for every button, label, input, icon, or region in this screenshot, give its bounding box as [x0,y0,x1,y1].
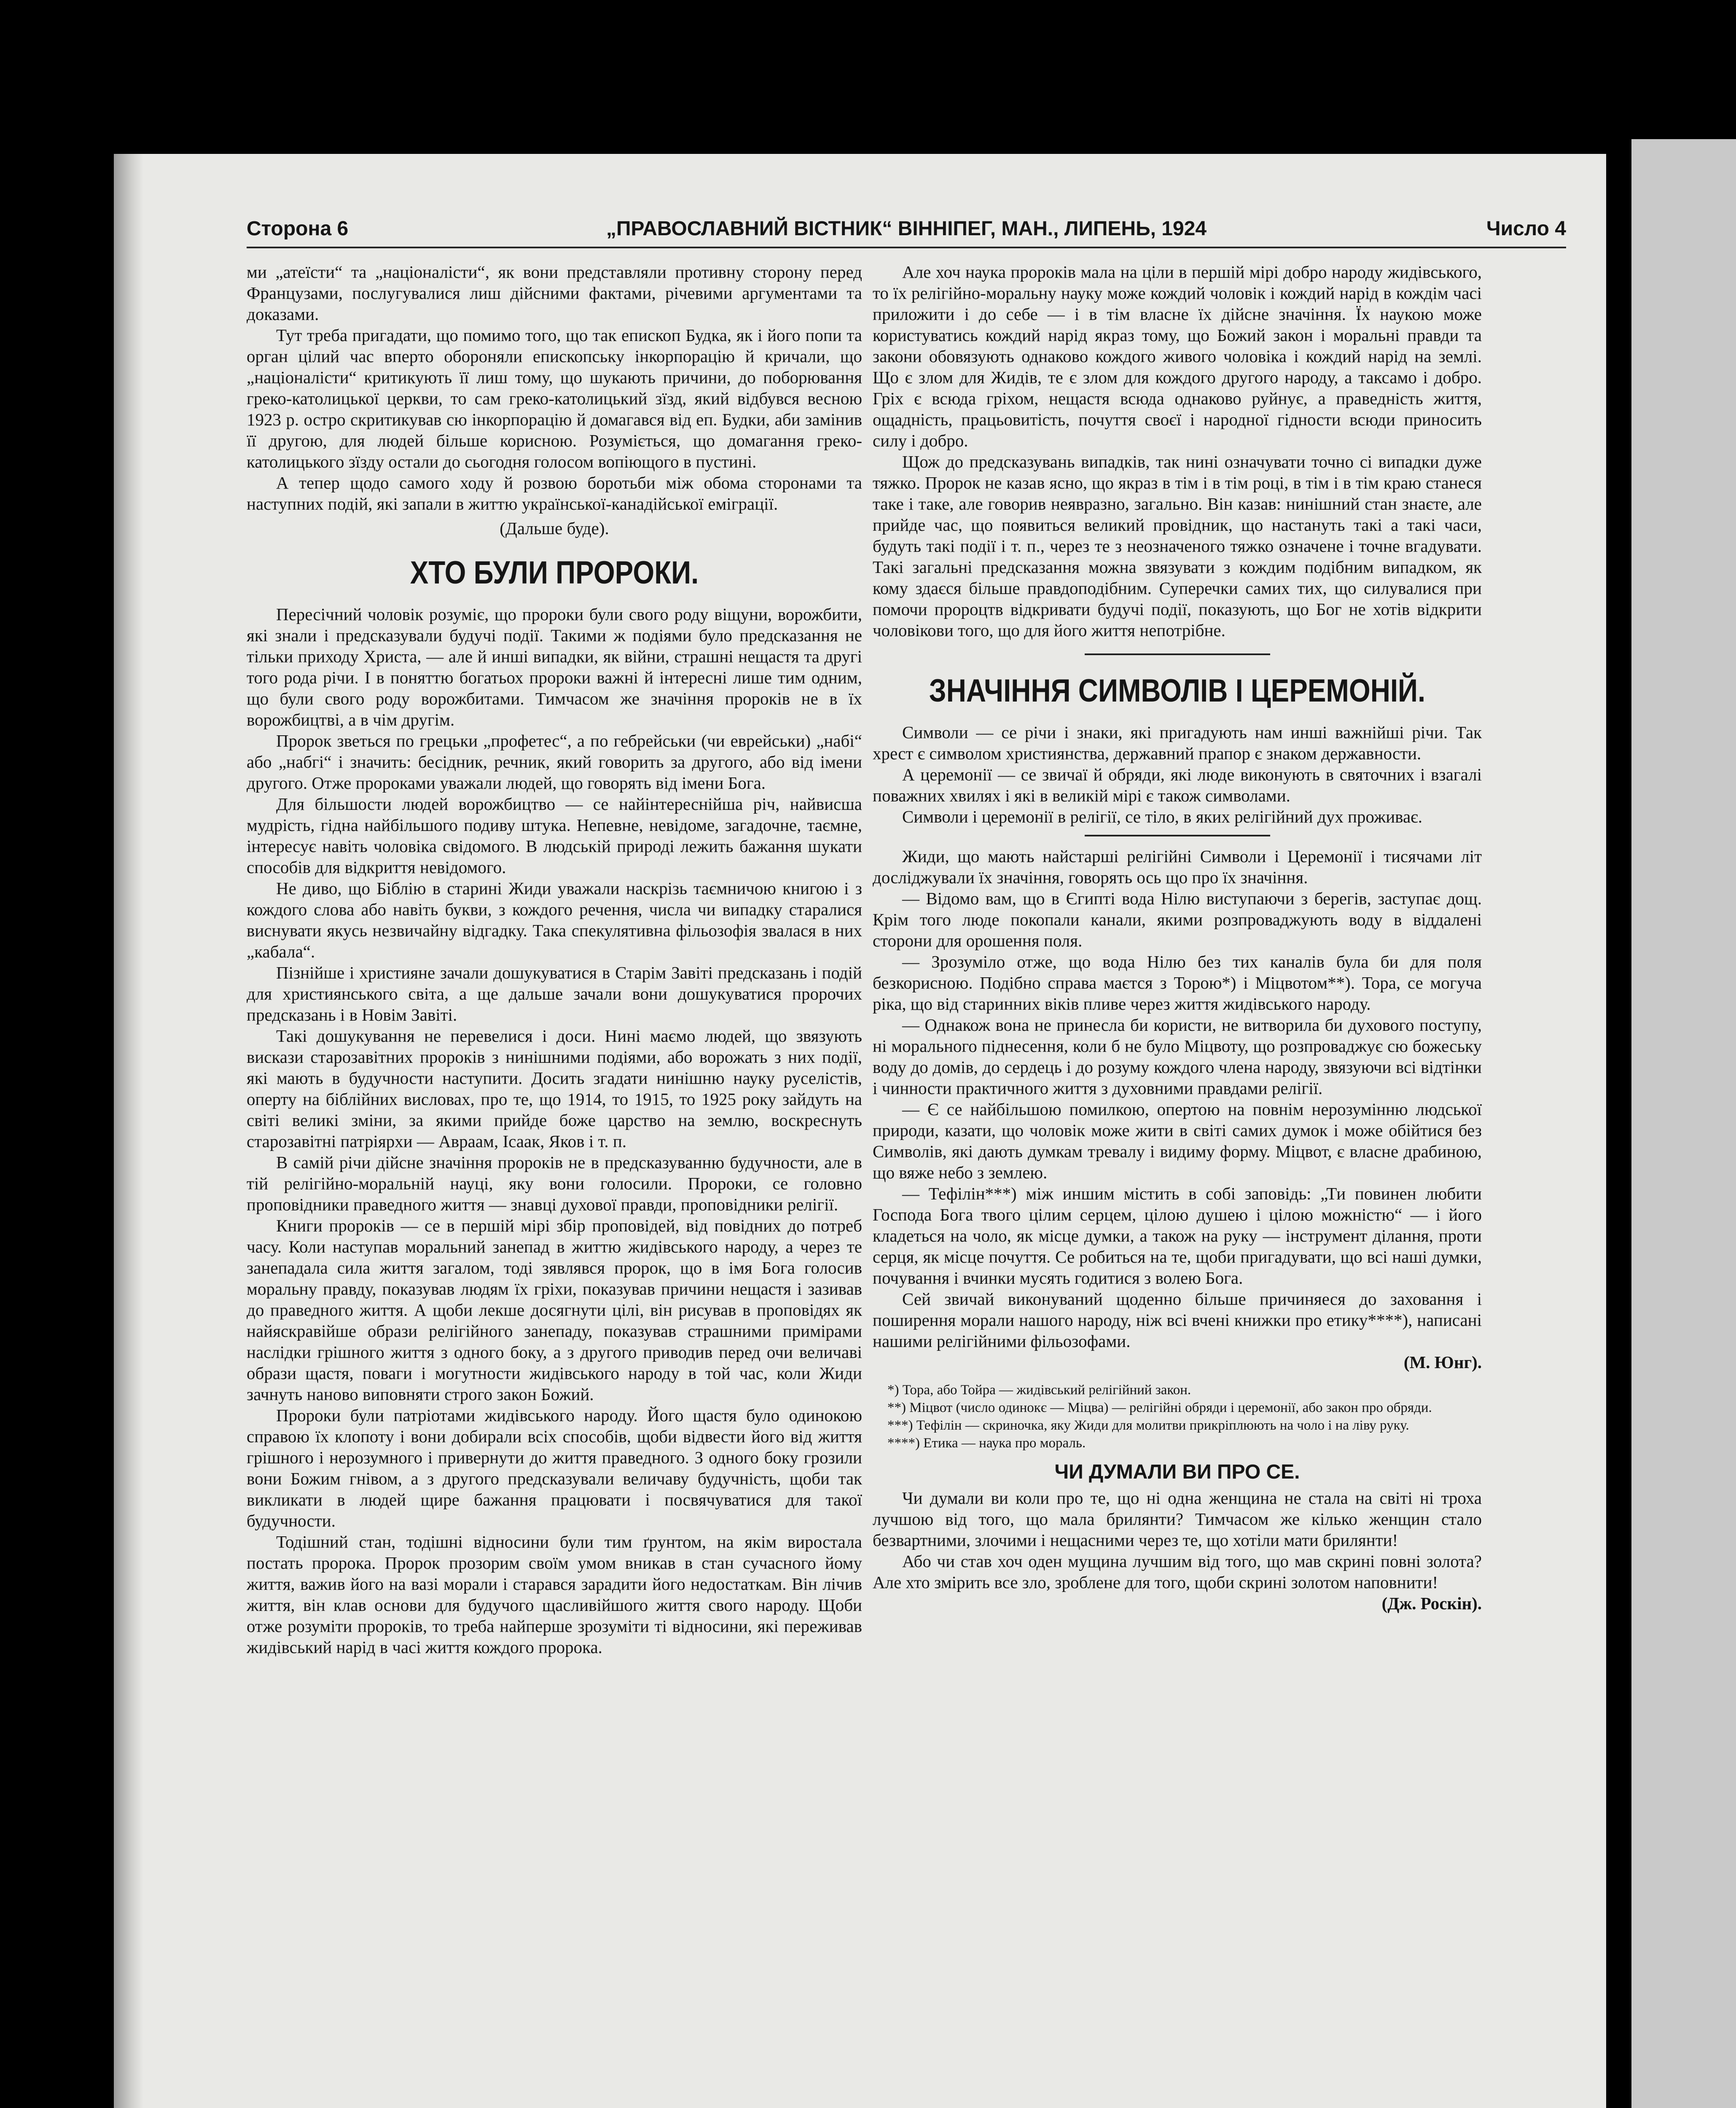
masthead: „ПРАВОСЛАВНИЙ ВІСТНИК“ ВІННІПЕГ, МАН., ЛИПЕНЬ, 1924 [606,218,1207,240]
footnote: ****) Етика — наука про мораль. [887,1436,1086,1451]
paragraph: Але хоч наука пророків мала на ціли в першій мірі добро народу жидівського, то їх релігійно-моральну науку може кождий чоловік і кождий нарід в кождім часі приложити і до себе — і в тім власне їх дійсне значіння. Їх наукою може користуватись кождий нарід якраз тому, що Божий закон і моральні правди та закони обовязують однаково кождого живого чоловіка і кождий нарід на землі. Що є злом для Жидів, те є злом для кождого другого народу, а таксамо і добро. Гріх є всюда гріхом, нещастя всюда однаково руйнує, а праведність життя, ощадність, працьовитість, почуття своєї і народної гідности всюди приносить силу і добро. [873,262,1482,450]
paragraph: А церемонії — се звичаї й обряди, які люде виконують в святочних і взагалі поважних хвилях і які в великій мірі є також символами. [873,765,1482,805]
paragraph: Сей звичай виконуваний щоденно більше причиняеся до заховання і поширення морали нашого народу, ніж всі вчені книжки про етику****), написані нашими релігійними фільозофами. [873,1289,1482,1351]
article-title-did-you-think: ЧИ ДУМАЛИ ВИ ПРО СЕ. [1054,1461,1300,1483]
to-be-continued: (Дальше буде). [500,519,609,538]
page-number: Сторона 6 [247,218,349,240]
paragraph: Тут треба пригадати, що помимо того, що так епископ Будка, як і його попи та орган цілий час вперто обороняли епископську інкорпорацію й кричали, що „націоналісти“ критикують її лиш тому, що шукають причини, до поборювання греко-католицької церкви, то сам греко-католицький зїзд, який відбувся весною 1923 р. остро скритикував сю інкорпорацію й домагався від еп. Будки, аби замінив її другою, для людей більше корисною. Розуміється, що домагання греко-католицького зїзду остали до сьогодня голосом вопіющого в пустині. [247,325,862,471]
footnote: ***) Тефілін — скриночка, яку Жиди для молитви прикріплюють на чоло і на ліву руку. [887,1418,1409,1433]
divider [1085,653,1270,655]
paragraph: В самій річи дійсне значіння пророків не в предсказуванню будучности, але в тій релігійно-моральній науці, яку вони голосили. Пророки, се головно проповідники праведного життя — знавці духової правди, проповідники релігії. [247,1153,862,1214]
paragraph: Не диво, що Біблію в старині Жиди уважали наскрізь таємничою книгою і з кождого слова або навіть букви, з кождого речення, числа чи випадку старалися виснувати якусь незвичайну відгадку. Така спекулятивна фільозофія звалася в них „кабала“. [247,879,862,961]
paragraph: — Однакож вона не принесла би користи, не витворила би духового поступу, ні морального піднесення, коли б не було Міцвоту, що розпроваджує сю божеську воду до домів, до сердець і до розуму кождого члена народу, звязуючи всі відтінки і чинности практичного життя з духовними правдами релігії. [873,1015,1482,1098]
paragraph: Щож до предсказувань випадків, так нині означувати точно сі випадки дуже тяжко. Пророк не казав ясно, що якраз в тім і в тім році, в тім і в тім краю станеся таке і таке, але говорив неявразно, загально. Він казав: нинішний стан знаєте, але прийде час, що появиться великий провідник, що настануть такі а такі часи, будуть такі події і т. п., через те з неозначеного тяжко означене і точне вгадувати. Такі загальні предсказання можна звязувати з кождим подібним випадком, як кому здаєся більше правдоподібним. Суперечки самих тих, що силувалися при помочи пророцтв відкривати будучі події, показують, що Бог не хотів відкрити чоловікови того, що для його життя непотрібне. [873,452,1482,640]
divider [1085,835,1270,836]
issue-number: Число 4 [1486,218,1566,240]
paragraph: Тодішний стан, тодішні відносини були тим ґрунтом, на якім виростала постать пророка. Пророк прозорим своїм умом вникав в стан сучасного йому життя, важив його на вазі морали і старався зарадити його недостаткам. Він лічив життя, він клав основи для будучого щасливійшого життя свого народу. Щоби отже розуміти пророків, то треба найперше зрозуміти ті відносини, які переживав жидівський нарід в часі життя кождого пророка. [247,1532,862,1657]
newspaper-page [114,154,1606,2108]
paragraph: Для більшости людей ворожбицтво — се найінтереснійша річ, найвисша мудрість, гідна найбільшого подиву штука. Непевне, невідоме, загадочне, таємне, інтересує навіть чоловіка свідомого. В людській природі лежить бажання шукати способів для відкриття невідомого. [247,794,862,877]
article-title-symbols: ЗНАЧІННЯ СИМВОЛІВ І ЦЕРЕМОНІЙ. [929,673,1426,709]
page-header [247,217,1566,248]
paragraph: — Тефілін***) між иншим містить в собі заповідь: „Ти повинен любити Господа Бога твого цілим серцем, цілою душею і цілою можністю“ — і його кладеться на чоло, як місце думки, а також на руку — інструмент ділання, проти серця, як місце почуття. Се робиться на те, щоби пригадувати, що всі наші думки, почування і вчинки мусять годитися з волею Бога. [873,1184,1482,1288]
paragraph: ми „атеїсти“ та „націоналісти“, як вони представляли противну сторону перед Французами, послугувалися лиш дійсними фактами, річевими аргументами та доказами. [247,262,862,324]
paragraph: Пізнійше і християне зачали дошукуватися в Старім Завіті предсказань і подій для християнського світа, а ще дальше зачали вони дошукуватися пророчих предсказань і в Новім Завіті. [247,963,862,1024]
footnote: *) Тора, або Тойра — жидівський релігійний закон. [887,1382,1191,1398]
paragraph: Символи і церемонії в релігії, се тіло, в яких релігійний дух проживає. [902,807,1423,826]
paragraph: — Відомо вам, що в Єгипті вода Нілю виступаючи з берегів, заступає дощ. Крім того люде покопали канали, якими розпроваджують воду в віддалені сторони для орошення поля. [873,889,1482,950]
footnotes [873,1381,1482,1452]
paragraph: Або чи став хоч оден мущина лучшим від того, що мав скрині повні золота? Але хто змірить все зло, зроблене для того, щоби скрині золотом наповнити! [873,1551,1482,1592]
footnote: **) Міцвот (число одинокє — Міцва) — релігійні обряди і церемонії, або закон про обряди. [887,1400,1432,1415]
paragraph: Пересічний чоловік розуміє, що пророки були свого роду віщуни, ворожбити, які знали і предсказували будучі події. Такими ж подіями було предсказання не тільки приходу Христа, — але й инші випадки, як війни, страшні нещастя та другі того рода річи. І в поняттю богатьох пророки важні й інтересні лише тим одним, що були свого роду ворожбитами. Тимчасом же значіння пророків не в їх ворожбицтві, а в чім другім. [247,605,862,729]
article-title-prophets: ХТО БУЛИ ПРОРОКИ. [410,555,699,591]
paragraph: — Зрозуміло отже, що вода Нілю без тих каналів була би для поля безкорисною. Подібно справа маєтся з Торою*) і Міцвотом**). Тора, се могуча ріка, що від старинних віків пливе через життя жидівського народу. [873,952,1482,1014]
paragraph: Символи — се річи і знаки, які пригадують нам инші важнійші річи. Так хрест є символом християнства, державний прапор є знаком державности. [873,723,1482,763]
left-column [247,261,862,1658]
right-column [873,261,1482,1614]
paragraph: Чи думали ви коли про те, що ні одна женщина не стала на світі ні троха лучшою від того, що мала брилянти? Тимчасом же кілько женщин стало безвартними, злочими і нещасними через те, що хотіли мати брилянти! [873,1488,1482,1550]
author-signature: (Дж. Роскін). [1381,1594,1482,1613]
author-signature: (М. Юнг). [1403,1352,1482,1372]
paragraph: — Є се найбільшою помилкою, опертою на повнім нерозумінню людської природи, казати, що чоловік може жити в світі самих думок і може обійтися без Символів, які дають думкам тревалу і видиму форму. Міцвот, є власне драбиною, що вяже небо з землею. [873,1100,1482,1182]
paragraph: Такі дошукування не перевелися і доси. Нині маємо людей, що звязують вискази старозавітних пророків з нинішними подіями, або ворожать з них події, які мають в будучности наступити. Досить згадати нинішню науку руселістів, оперту на біблійних висловах, про те, що 1914, то 1915, то 1925 року зайдуть на світі великі зміни, за якими прийде боже царство на землю, воскреснуть старозавітні патріярхи — Авраам, Ісаак, Яков і т. п. [247,1026,862,1151]
paragraph: А тепер щодо самого ходу й розвою боротьби між обома сторонами та наступних подій, які запали в життю української-канадійської еміграції. [247,473,862,514]
paragraph: Жиди, що мають найстарші релігійні Символи і Церемонії і тисячами літ досліджували їх значіння, говорять ось що про їх значіння. [873,847,1482,887]
adjacent-page-edge [1631,139,1736,2108]
page-binding-edge [114,154,143,2108]
paragraph: Книги пророків — се в першій мірі збір проповідей, від повідних до потреб часу. Коли наступав моральний занепад в життю жидівського народу, а через те занепадала сила життя загалом, тоді зявлявся пророк, що в імя Бога голосив моральну правду, показував людям їх гріхи, показував причини нещастя і зазивав до праведного життя. А щоби лекше досягнути цілі, він рисував в проповідях як найяскравійше образи релігійного занепаду, показував страшними примірами наслідки грішного життя з одного боку, а з другого приводив перед очи величаві образи щастя, поваги і могутности жидівського народу в той час, коли Жиди зачнуть наново виповняти строго закон Божий. [247,1216,862,1404]
paragraph: Пророк зветься по грецьки „профетес“, а по гебрейськи (чи еврейськи) „набі“ або „набгі“ і значить: бесідник, речник, який говорить за другого, або від імени другого. Отже пророками уважали людей, що говорять від імени Бога. [247,731,862,793]
paragraph: Пророки були патріотами жидівського народу. Його щастя було одинокою справою їх клопоту і вони добирали всіх способів, щоби відвести його від життя грішного і нерозумного і привернути до життя праведного. З одного боку грозили вони Божим гнівом, а з другого предсказували величаву будучність, щоби так викликати в людей щире бажання працювати і посвячуватися для такої будучности. [247,1406,862,1530]
